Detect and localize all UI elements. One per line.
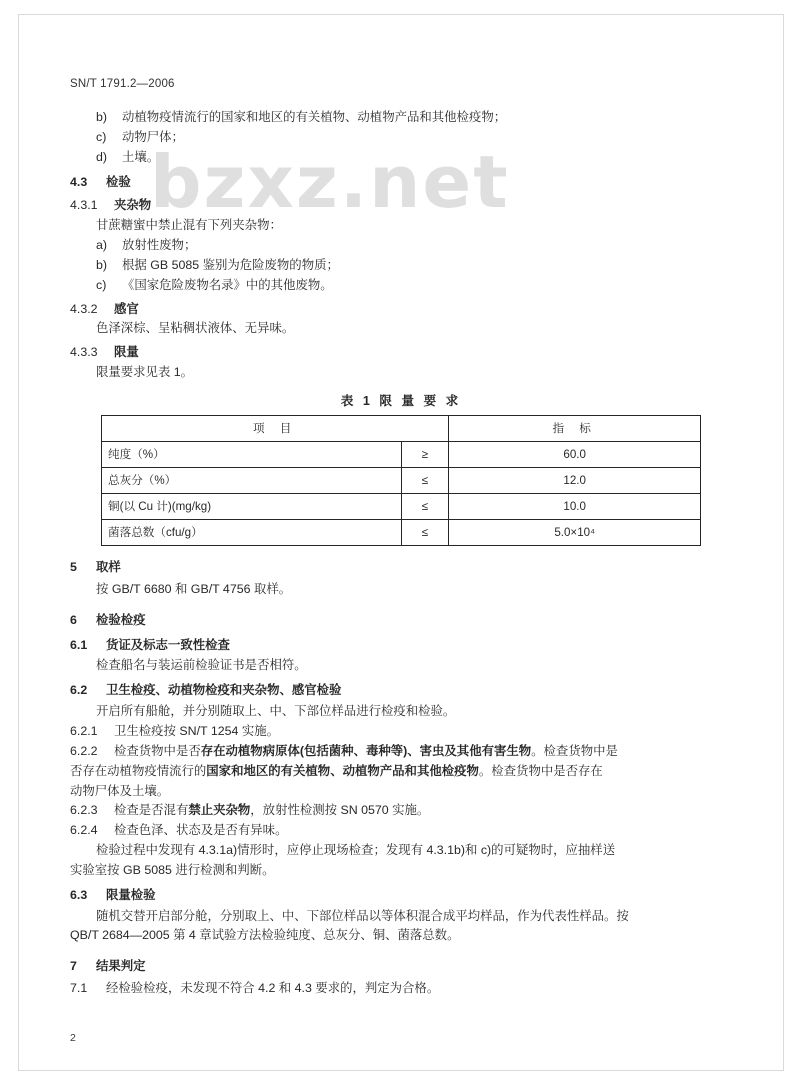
section-number: 6.2.1 <box>70 724 98 739</box>
section-7-1 <box>70 979 732 998</box>
list-text: 《国家危险废物名录》中的其他废物。 <box>122 277 333 292</box>
section-title: 夹杂物 <box>114 198 152 213</box>
section-heading-6-1 <box>70 636 732 655</box>
section-number: 6.2 <box>70 683 88 698</box>
table-cell-operator: ≤ <box>401 520 449 546</box>
section-text-bold: 其他检疫物 <box>416 763 479 778</box>
section-heading-4-3-3 <box>70 343 732 362</box>
limits-table <box>101 415 701 546</box>
section-6-2-4-note-line2: 实验室按 GB 5085 进行检测和判断。 <box>70 862 275 877</box>
section-title: 感官 <box>114 301 139 316</box>
watermark-text: bzxz.net <box>150 140 510 224</box>
table-cell-value: 10.0 <box>449 494 701 520</box>
table-cell-value: 12.0 <box>449 468 701 494</box>
table-cell-item: 菌落总数（cfu/g） <box>102 520 402 546</box>
list-item <box>70 276 732 295</box>
table-row <box>102 442 701 468</box>
section-title: 限量 <box>114 345 139 360</box>
table-cell-item: 铜(以 Cu 计)(mg/kg) <box>102 494 402 520</box>
section-text: 经检验检疫，未发现不符合 4.2 和 4.3 要求的，判定为合格。 <box>106 981 440 996</box>
section-heading-5 <box>70 558 732 577</box>
section-number: 4.3 <box>70 174 88 189</box>
list-item <box>70 236 732 255</box>
section-title: 检验 <box>106 174 131 189</box>
section-6-2-4 <box>70 821 732 840</box>
section-heading-4-3-1 <box>70 196 732 215</box>
table-cell-value: 5.0×10⁴ <box>449 520 701 546</box>
section-number: 6.2.3 <box>70 803 98 818</box>
page-body <box>70 108 732 999</box>
section-6-2-lead: 开启所有船舱，并分别随取上、中、下部位样品进行检疫和检验。 <box>96 704 456 719</box>
section-text: 。检查货物中是 <box>531 743 618 758</box>
list-marker: c) <box>96 277 107 292</box>
section-number: 6.2.2 <box>70 743 98 758</box>
table-header-row <box>102 416 701 442</box>
section-number: 6.3 <box>70 887 88 902</box>
section-heading-6-2 <box>70 681 732 700</box>
section-text: 卫生检疫按 SN/T 1254 实施。 <box>114 724 280 739</box>
section-number: 6.1 <box>70 637 88 652</box>
section-number: 7 <box>70 959 77 974</box>
table-cell-value: 60.0 <box>449 442 701 468</box>
section-number: 7.1 <box>70 981 88 996</box>
section-4-3-3-body: 限量要求见表 1。 <box>96 365 194 380</box>
table-row <box>102 494 701 520</box>
list-text: 放射性废物； <box>122 238 197 253</box>
section-text: 检查是否混有 <box>114 803 189 818</box>
section-heading-4-3 <box>70 173 732 192</box>
section-title: 检验检疫 <box>96 612 146 627</box>
table-header-index: 指 标 <box>449 416 701 442</box>
section-heading-7 <box>70 957 732 976</box>
section-6-2-1 <box>70 722 732 741</box>
section-6-2-4-note-line1: 检验过程中发现有 4.3.1a)情形时，应停止现场检查；发现有 4.3.1b)和 c)的可疑物时，应抽样送 <box>96 843 616 858</box>
page-number: 2 <box>70 1032 76 1044</box>
standard-number: SN/T 1791.2—2006 <box>70 78 175 90</box>
section-heading-6-3 <box>70 886 732 905</box>
table-cell-operator: ≤ <box>401 468 449 494</box>
section-title: 货证及标志一致性检查 <box>106 637 230 652</box>
table-cell-item: 总灰分（%） <box>102 468 402 494</box>
list-marker: b) <box>96 257 108 272</box>
table-header-item: 项 目 <box>102 416 449 442</box>
section-text-bold: 禁止夹杂物 <box>188 803 251 818</box>
list-text: 土壤。 <box>122 149 160 164</box>
list-item <box>70 108 732 127</box>
table-caption: 表 1 限 量 要 求 <box>340 393 462 408</box>
section-heading-6 <box>70 611 732 630</box>
section-title: 结果判定 <box>96 959 146 974</box>
section-heading-4-3-2 <box>70 300 732 319</box>
section-5-body: 按 GB/T 6680 和 GB/T 4756 取样。 <box>96 581 292 596</box>
section-number: 4.3.2 <box>70 301 98 316</box>
section-title: 限量检验 <box>106 887 156 902</box>
section-4-3-1-lead: 甘蔗糖蜜中禁止混有下列夹杂物： <box>96 218 282 233</box>
section-text: 否存在动植物疫情流行的 <box>70 763 207 778</box>
table-cell-operator: ≤ <box>401 494 449 520</box>
section-text: 。检查货物中是否存在 <box>478 763 603 778</box>
section-title: 取样 <box>96 560 121 575</box>
section-number: 4.3.1 <box>70 198 98 213</box>
section-6-2-3 <box>70 801 732 820</box>
section-6-1-body: 检查船名与装运前检验证书是否相符。 <box>96 658 307 673</box>
section-number: 4.3.3 <box>70 345 98 360</box>
section-6-2-2-cont <box>70 762 732 781</box>
table-row <box>102 468 701 494</box>
section-number: 6 <box>70 612 77 627</box>
list-marker: c) <box>96 129 107 144</box>
list-text: 根据 GB 5085 鉴别为危险废物的物质； <box>122 257 339 272</box>
table-cell-item: 纯度（%） <box>102 442 402 468</box>
section-number: 5 <box>70 560 77 575</box>
list-item <box>70 256 732 275</box>
list-marker: d) <box>96 149 108 164</box>
section-title: 卫生检疫、动植物检疫和夹杂物、感官检验 <box>106 683 342 698</box>
section-text: 检查货物中是否 <box>114 743 201 758</box>
section-number: 6.2.4 <box>70 823 98 838</box>
list-text: 动物尸体； <box>122 129 184 144</box>
list-text: 动植物疫情流行的国家和地区的有关植物、动植物产品和其他检疫物； <box>122 110 507 124</box>
list-marker: b) <box>96 110 108 124</box>
section-6-3-line1: 随机交替开启部分舱，分别取上、中、下部位样品以等体积混合成平均样品，作为代表性样品。按 <box>96 908 629 923</box>
section-text-bold: 国家和地区的有关植物、动植物产品和 <box>206 763 417 778</box>
section-4-3-2-body: 色泽深棕、呈粘稠状液体、无异味。 <box>96 321 295 336</box>
section-text: ，放射性检测按 SN 0570 实施。 <box>250 803 430 818</box>
section-text: 检查色泽、状态及是否有异味。 <box>114 823 288 838</box>
list-item <box>70 128 732 147</box>
table-cell-operator: ≥ <box>401 442 449 468</box>
section-6-2-2 <box>70 742 732 761</box>
list-marker: a) <box>96 238 108 253</box>
section-text-bold: 存在动植物病原体(包括菌种、毒种等)、害虫及其他有害生物 <box>200 743 532 758</box>
section-6-3-line2: QB/T 2684—2005 第 4 章试验方法检验纯度、总灰分、铜、菌落总数。 <box>70 928 460 943</box>
list-item <box>70 148 732 167</box>
table-row <box>102 520 701 546</box>
section-6-2-2-cont2: 动物尸体及土壤。 <box>70 783 170 798</box>
